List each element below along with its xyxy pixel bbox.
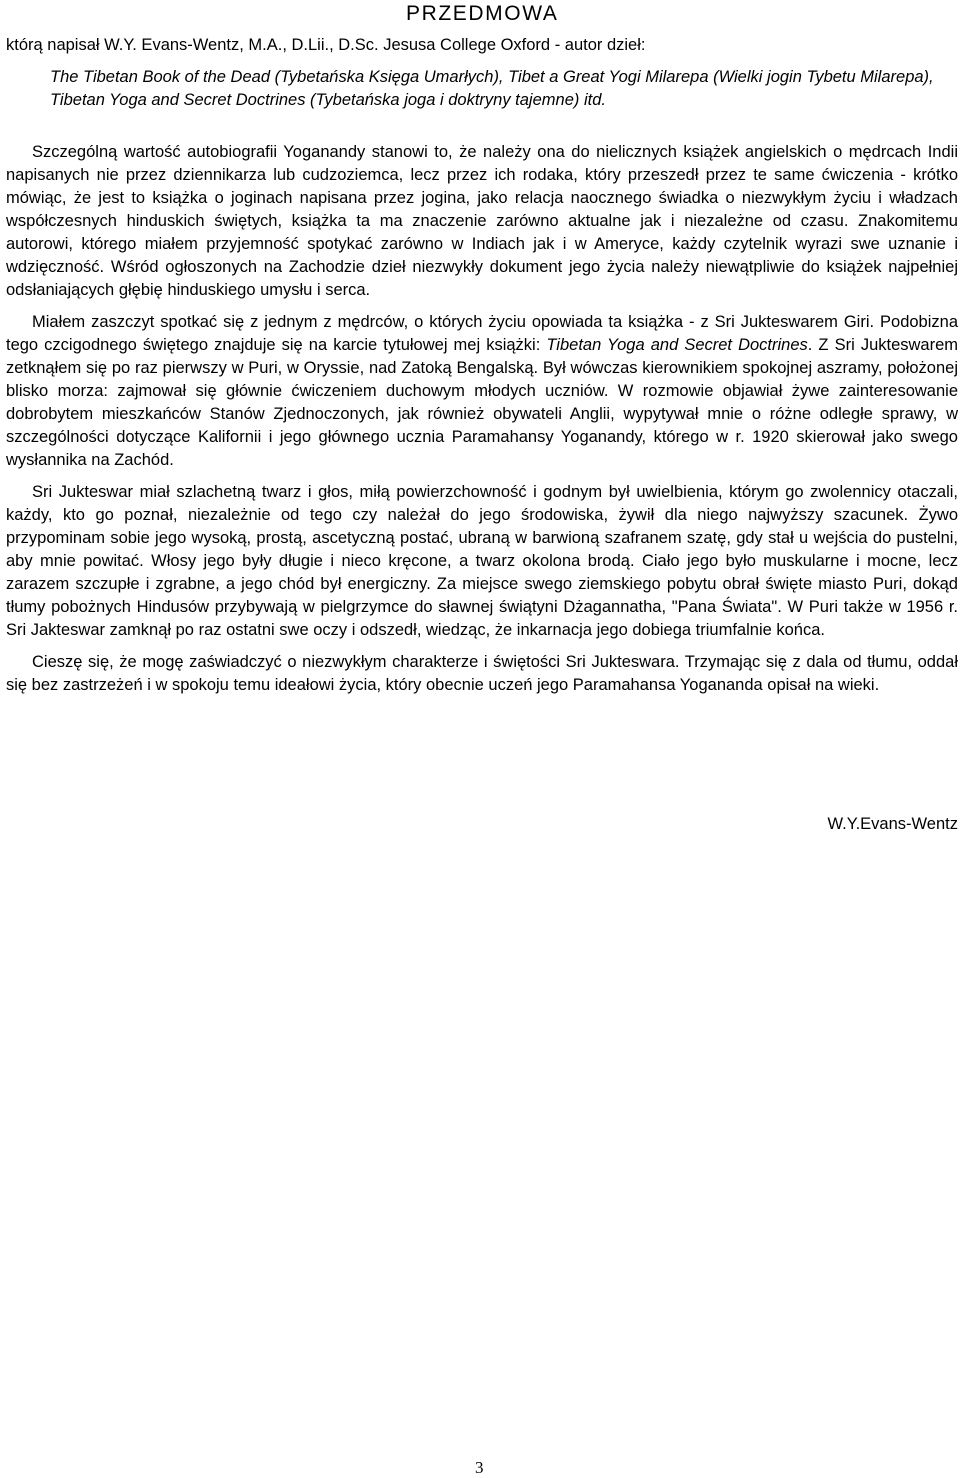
paragraph-2 xyxy=(6,311,958,472)
paragraph-2-part-2: . Z Sri Jukteswarem zetknąłem się po raz pierwszy w Puri, w Oryssie, nad Zatoką Bengalską. Był wówczas kierownikiem spokojnej aszramy, położonej blisko morza: zajmował się głównie ćwiczeniem duchowym młodych uczniów. W rozmowie objawiał żywe zainteresowanie dobrobytem mieszkańców Stanów Zjednoczonych, jak również obywateli Anglii, wypytywał mnie o różne odległe sprawy, w szczególności dotyczące Kalifornii i jego głównego ucznia Paramahansy Yoganandy, którego w r. 1920 skierował jako swego wysłannika na Zachód. xyxy=(6,336,959,469)
paragraph-4: Cieszę się, że mogę zaświadczyć o niezwykłym charakterze i świętości Sri Jukteswara. Trzymając się z dala od tłumu, oddał się bez zastrzeżeń i w spokoju temu ideałowi życia, który obecnie uczeń jego Paramahansa Yogananda opisał na wieki. xyxy=(6,653,958,694)
paragraph-3: Sri Jukteswar miał szlachetną twarz i głos, miłą powierzchowność i godnym był uwielbienia, którym go zwolennicy otaczali, każdy, kto go poznał, niezależnie od tego czy należał do jego środowiska, żywił dla niego najwyższy szacunek. Żywo przypominam sobie jego wysoką, prostą, ascetyczną postać, ubraną w barwioną szafranem szatę, gdy stał u wejścia do pustelni, aby mnie powitać. Włosy jego były długie i nieco kręcone, a twarz okolona brodą. Ciało jego było muskularne i mocne, lecz zarazem szczupłe i zgrabne, a jego chód był energiczny. Za miejsce swego ziemskiego pobytu obrał święte miasto Puri, dokąd tłumy pobożnych Hindusów przybywają w pielgrzymce do sławnej świątyni Dżagannatha, "Pana Świata". W Puri także w 1956 r. Sri Jakteswar zamknął po raz ostatni swe oczy i odszedł, wiedząc, że inkarnacja jego dobiega triumfalnie końca. xyxy=(6,483,958,639)
body-text xyxy=(6,141,958,706)
paragraph-1: Szczególną wartość autobiografii Yoganandy stanowi to, że należy ona do nielicznych książek angielskich o mędrcach Indii napisanych nie przez dziennikarza lub cudzoziemca, lecz przez ich rodaka, który przeszedł przez te same ćwiczenia - krótko mówiąc, że jest to książka o joginach napisana przez jogina, jako relacja naocznego świadka o niezwykłym życiu i władzach współczesnych hinduskich świętych, książka ta ma znaczenie zarówno aktualne jak i niezależne od czasu. Znakomitemu autorowi, którego miałem przyjemność spotykać zarówno w Indiach jak i w Ameryce, każdy czytelnik wyrazi swe uznanie i wdzięczność. Wśród ogłoszonych na Zachodzie dzieł niezwykły dokument jego życia należy niewątpliwie do książek najpełniej odsłaniających głębię hinduskiego umysłu i serca. xyxy=(6,143,958,299)
book-title-italic: Tibetan Yoga and Secret Doctrines xyxy=(546,336,808,354)
paragraph-2-part-1: Miałem zaszczyt spotkać się z jednym z mędrców, o których życiu opowiada ta książka - z Sri Jukteswarem Giri. Podobizna tego czcigodnego świętego znajduje się na karcie tytułowej mej książki: xyxy=(6,313,958,354)
page-title: PRZEDMOWA xyxy=(406,2,559,25)
signature: W.Y.Evans-Wentz xyxy=(827,815,958,833)
page-number: 3 xyxy=(475,1458,484,1477)
works-list: The Tibetan Book of the Dead (Tybetańska Księga Umarłych), Tibet a Great Yogi Milarepa (Wielki jogin Tybetu Milarepa), Tibetan Yoga and Secret Doctrines (Tybetańska joga i doktryny tajemne) itd. xyxy=(50,68,934,109)
author-line: którą napisał W.Y. Evans-Wentz, M.A., D.Lii., D.Sc. Jesusa College Oxford - autor dzieł: xyxy=(6,36,646,54)
document-page xyxy=(6,0,958,1478)
